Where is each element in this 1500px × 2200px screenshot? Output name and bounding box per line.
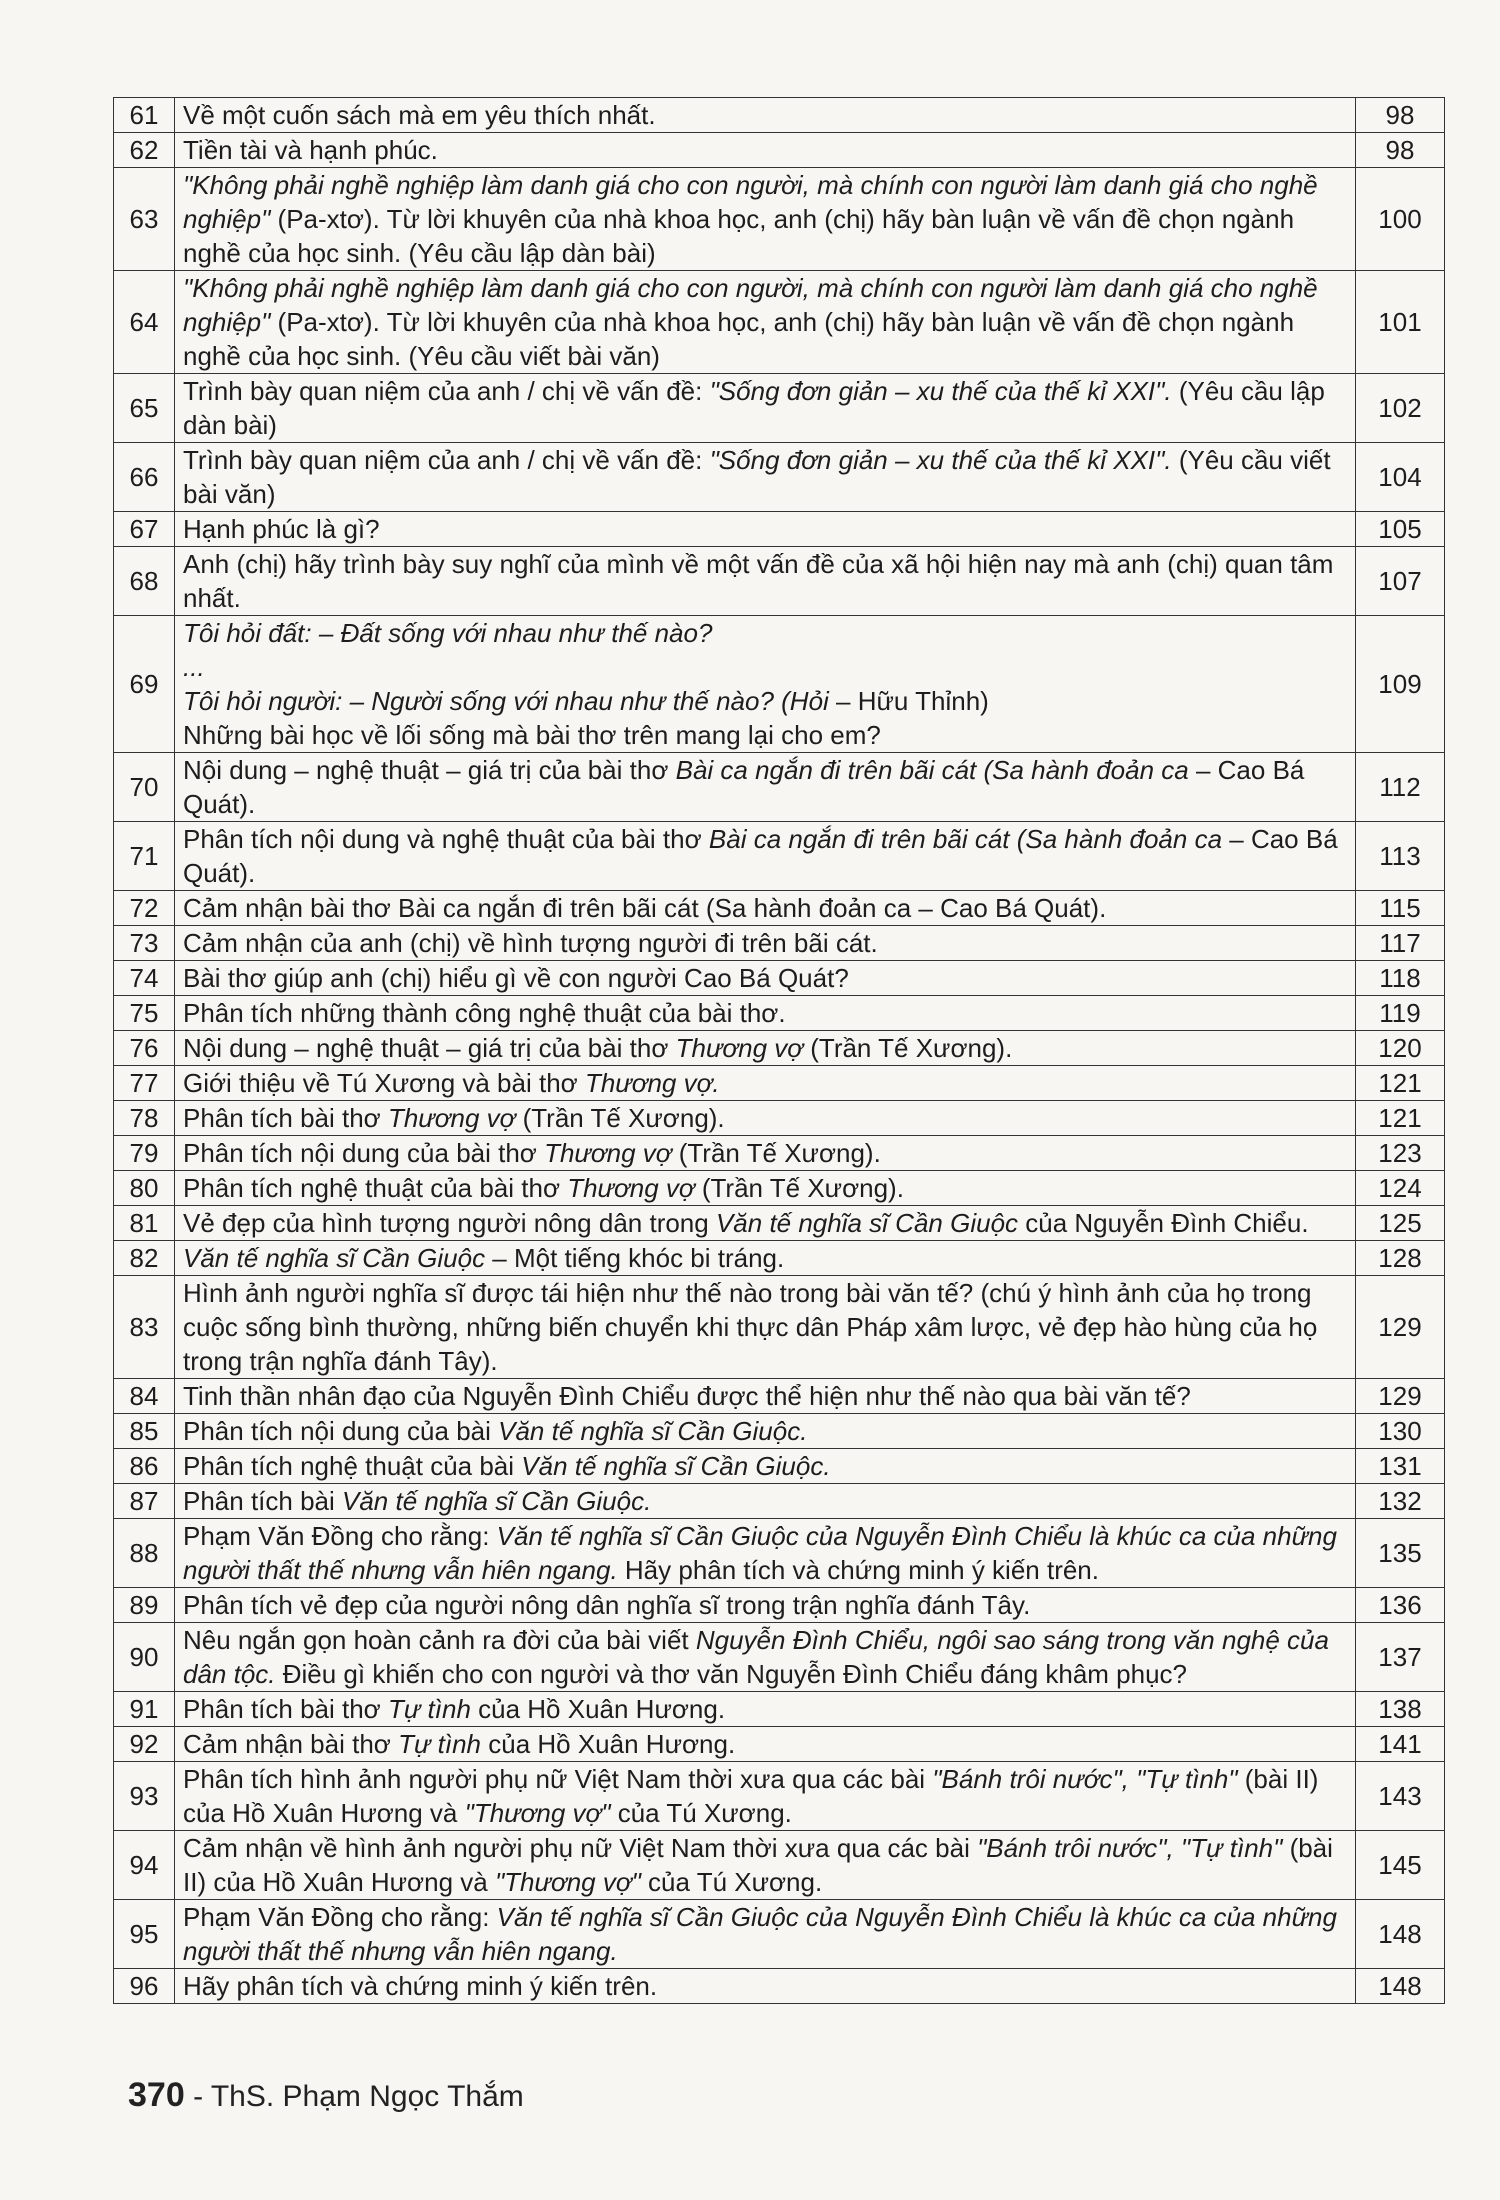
table-row xyxy=(114,1101,1445,1136)
title-fragment: "Thương vợ" xyxy=(494,1867,641,1897)
item-page-number: 119 xyxy=(1356,996,1445,1031)
title-fragment: Hãy phân tích và chứng minh ý kiến trên. xyxy=(183,1971,658,2001)
item-number: 66 xyxy=(114,443,175,512)
table-row xyxy=(114,1692,1445,1727)
table-row xyxy=(114,98,1445,133)
table-row xyxy=(114,512,1445,547)
item-number: 80 xyxy=(114,1171,175,1206)
item-title xyxy=(175,1449,1356,1484)
item-title xyxy=(175,133,1356,168)
item-title xyxy=(175,1900,1356,1969)
item-title xyxy=(175,271,1356,374)
item-page-number: 100 xyxy=(1356,168,1445,271)
title-fragment: Phân tích bài xyxy=(183,1486,342,1516)
page-footer xyxy=(128,2076,524,2115)
item-title xyxy=(175,996,1356,1031)
table-row xyxy=(114,1379,1445,1414)
title-fragment: – Cao Bá Quát). xyxy=(183,824,1338,888)
title-fragment: Nội dung – nghệ thuật – giá trị của bài thơ xyxy=(183,755,676,785)
item-number: 77 xyxy=(114,1066,175,1101)
item-title xyxy=(175,1969,1356,2004)
title-fragment: "Bánh trôi nước", "Tự tình" xyxy=(977,1833,1283,1863)
title-line xyxy=(183,650,1347,684)
table-row xyxy=(114,374,1445,443)
title-fragment: (Trần Tế Xương). xyxy=(694,1173,904,1203)
author-credit: - ThS. Phạm Ngọc Thắm xyxy=(184,2080,524,2113)
title-fragment: Nêu ngắn gọn hoàn cảnh ra đời của bài viết xyxy=(183,1625,696,1655)
item-page-number: 121 xyxy=(1356,1066,1445,1101)
table-row xyxy=(114,616,1445,753)
title-fragment: của Tú Xương. xyxy=(610,1798,792,1828)
title-fragment: Tiền tài và hạnh phúc. xyxy=(183,135,438,165)
title-line xyxy=(183,616,1347,650)
item-title xyxy=(175,1588,1356,1623)
title-fragment: Tinh thần nhân đạo của Nguyễn Đình Chiểu được thể hiện như thế nào qua bài văn tế? xyxy=(183,1381,1191,1411)
table-row xyxy=(114,1831,1445,1900)
title-fragment: Tôi hỏi người: – Người sống với nhau như thế nào? (Hỏi xyxy=(183,686,829,716)
item-title xyxy=(175,1101,1356,1136)
item-page-number: 132 xyxy=(1356,1484,1445,1519)
item-title xyxy=(175,753,1356,822)
item-page-number: 113 xyxy=(1356,822,1445,891)
item-title xyxy=(175,1171,1356,1206)
title-fragment: "Không phải nghề nghiệp làm danh giá cho con người, mà chính con người làm danh giá cho nghề nghiệp" xyxy=(183,273,1318,337)
table-row xyxy=(114,961,1445,996)
item-title xyxy=(175,1379,1356,1414)
item-number: 76 xyxy=(114,1031,175,1066)
title-fragment: Phân tích nội dung và nghệ thuật của bài thơ xyxy=(183,824,709,854)
item-page-number: 101 xyxy=(1356,271,1445,374)
table-row xyxy=(114,926,1445,961)
item-page-number: 131 xyxy=(1356,1449,1445,1484)
item-number: 75 xyxy=(114,996,175,1031)
item-number: 70 xyxy=(114,753,175,822)
item-page-number: 148 xyxy=(1356,1969,1445,2004)
item-number: 81 xyxy=(114,1206,175,1241)
item-number: 62 xyxy=(114,133,175,168)
item-title xyxy=(175,926,1356,961)
table-row xyxy=(114,1206,1445,1241)
table-row xyxy=(114,891,1445,926)
item-number: 89 xyxy=(114,1588,175,1623)
item-number: 83 xyxy=(114,1276,175,1379)
title-fragment: của Hồ Xuân Hương. xyxy=(481,1729,736,1759)
title-fragment: (Pa-xtơ). Từ lời khuyên của nhà khoa học, anh (chị) hãy bàn luận về vấn đề chọn ngành nghề của học sinh. (Yêu cầu lập dàn bài) xyxy=(183,204,1295,268)
item-title xyxy=(175,168,1356,271)
title-fragment: Bài thơ giúp anh (chị) hiểu gì về con người Cao Bá Quát? xyxy=(183,963,849,993)
title-fragment: Nội dung – nghệ thuật – giá trị của bài thơ xyxy=(183,1033,676,1063)
item-page-number: 105 xyxy=(1356,512,1445,547)
table-row xyxy=(114,443,1445,512)
item-number: 72 xyxy=(114,891,175,926)
title-fragment: Bài ca ngắn đi trên bãi cát (Sa hành đoản ca xyxy=(708,824,1223,854)
title-fragment: Văn tế nghĩa sĩ Cần Giuộc. xyxy=(498,1416,808,1446)
title-fragment: Phạm Văn Đồng cho rằng: xyxy=(183,1521,497,1551)
title-fragment: (Trần Tế Xương). xyxy=(803,1033,1013,1063)
table-row xyxy=(114,1066,1445,1101)
item-page-number: 121 xyxy=(1356,1101,1445,1136)
item-number: 64 xyxy=(114,271,175,374)
title-fragment: Phân tích nghệ thuật của bài xyxy=(183,1451,522,1481)
title-fragment: Văn tế nghĩa sĩ Cần Giuộc. xyxy=(342,1486,652,1516)
item-page-number: 109 xyxy=(1356,616,1445,753)
title-fragment: Phân tích nội dung của bài xyxy=(183,1416,499,1446)
table-row xyxy=(114,1414,1445,1449)
item-title xyxy=(175,1241,1356,1276)
title-fragment: – Một tiếng khóc bi tráng. xyxy=(485,1243,785,1273)
title-fragment: (Pa-xtơ). Từ lời khuyên của nhà khoa học, anh (chị) hãy bàn luận về vấn đề chọn ngành nghề của học sinh. (Yêu cầu viết bài văn) xyxy=(183,307,1295,371)
title-fragment: Thương vợ. xyxy=(584,1068,720,1098)
table-row xyxy=(114,996,1445,1031)
title-fragment: – Hữu Thỉnh) xyxy=(828,686,989,716)
table-row xyxy=(114,1519,1445,1588)
item-title xyxy=(175,1414,1356,1449)
item-number: 63 xyxy=(114,168,175,271)
title-fragment: Hình ảnh người nghĩa sĩ được tái hiện như thế nào trong bài văn tế? (chú ý hình ảnh của họ trong cuộc sống bình thường, những biến chuyển khi thực dân Pháp xâm lược, vẻ đẹp hào hùng của họ trong trận nghĩa đánh Tây). xyxy=(183,1278,1318,1376)
item-title xyxy=(175,1484,1356,1519)
title-fragment: Giới thiệu về Tú Xương và bài thơ xyxy=(183,1068,585,1098)
title-fragment: Phân tích những thành công nghệ thuật của bài thơ. xyxy=(183,998,786,1028)
title-fragment: Cảm nhận bài thơ Bài ca ngắn đi trên bãi cát (Sa hành đoản ca – Cao Bá Quát). xyxy=(183,893,1107,923)
title-fragment: (bài II) của Hồ Xuân Hương và xyxy=(183,1764,1319,1828)
item-title xyxy=(175,1623,1356,1692)
item-page-number: 136 xyxy=(1356,1588,1445,1623)
item-page-number: 135 xyxy=(1356,1519,1445,1588)
item-number: 87 xyxy=(114,1484,175,1519)
title-fragment: Văn tế nghĩa sĩ Cần Giuộc của Nguyễn Đình Chiểu là khúc ca của những người thất thế nhưng vẫn hiên ngang. xyxy=(183,1902,1337,1966)
title-fragment: Văn tế nghĩa sĩ Cần Giuộc của Nguyễn Đình Chiểu là khúc ca của những người thất thế nhưng vẫn hiên ngang. xyxy=(183,1521,1337,1585)
title-fragment: (Yêu cầu lập dàn bài) xyxy=(183,376,1325,440)
item-page-number: 98 xyxy=(1356,98,1445,133)
title-fragment: Văn tế nghĩa sĩ Cần Giuộc xyxy=(183,1243,486,1273)
item-title xyxy=(175,374,1356,443)
title-fragment: (Trần Tế Xương). xyxy=(671,1138,881,1168)
title-fragment: – Cao Bá Quát). xyxy=(183,755,1305,819)
toc-body xyxy=(114,98,1445,2004)
item-title xyxy=(175,616,1356,753)
title-fragment: Trình bày quan niệm của anh / chị về vấn đề: xyxy=(183,376,710,406)
table-row xyxy=(114,1969,1445,2004)
item-page-number: 120 xyxy=(1356,1031,1445,1066)
item-title xyxy=(175,961,1356,996)
item-page-number: 118 xyxy=(1356,961,1445,996)
item-title xyxy=(175,822,1356,891)
item-number: 93 xyxy=(114,1762,175,1831)
title-fragment: Trình bày quan niệm của anh / chị về vấn đề: xyxy=(183,445,710,475)
title-fragment: Tự tình xyxy=(398,1729,482,1759)
title-fragment: Văn tế nghĩa sĩ Cần Giuộc xyxy=(715,1208,1019,1238)
item-title xyxy=(175,1136,1356,1171)
title-fragment: Về một cuốn sách mà em yêu thích nhất. xyxy=(183,100,656,130)
title-line xyxy=(183,718,1347,752)
item-number: 82 xyxy=(114,1241,175,1276)
table-row xyxy=(114,1449,1445,1484)
item-page-number: 129 xyxy=(1356,1379,1445,1414)
title-fragment: Phân tích nội dung của bài thơ xyxy=(183,1138,545,1168)
title-fragment: Phân tích bài thơ xyxy=(183,1694,388,1724)
item-title xyxy=(175,1762,1356,1831)
item-title xyxy=(175,98,1356,133)
table-row xyxy=(114,753,1445,822)
title-fragment: Anh (chị) hãy trình bày suy nghĩ của mình về một vấn đề của xã hội hiện nay mà anh (chị) quan tâm nhất. xyxy=(183,549,1334,613)
item-page-number: 117 xyxy=(1356,926,1445,961)
item-page-number: 141 xyxy=(1356,1727,1445,1762)
item-page-number: 148 xyxy=(1356,1900,1445,1969)
title-fragment: "Sống đơn giản – xu thế của thế kỉ XXI". xyxy=(709,445,1172,475)
title-fragment: Thương vợ xyxy=(567,1173,695,1203)
item-number: 84 xyxy=(114,1379,175,1414)
item-title xyxy=(175,891,1356,926)
item-number: 65 xyxy=(114,374,175,443)
title-fragment: Bài ca ngắn đi trên bãi cát (Sa hành đoản ca xyxy=(675,755,1189,785)
table-row xyxy=(114,1031,1445,1066)
item-title xyxy=(175,443,1356,512)
item-number: 71 xyxy=(114,822,175,891)
item-page-number: 145 xyxy=(1356,1831,1445,1900)
title-fragment: Cảm nhận của anh (chị) về hình tượng người đi trên bãi cát. xyxy=(183,928,878,958)
item-number: 94 xyxy=(114,1831,175,1900)
item-page-number: 123 xyxy=(1356,1136,1445,1171)
table-row xyxy=(114,1241,1445,1276)
title-line xyxy=(183,684,1347,718)
table-row xyxy=(114,822,1445,891)
title-fragment: "Thương vợ" xyxy=(464,1798,611,1828)
title-fragment: Phân tích nghệ thuật của bài thơ xyxy=(183,1173,568,1203)
item-title xyxy=(175,1692,1356,1727)
table-row xyxy=(114,1136,1445,1171)
title-fragment: "Bánh trôi nước", "Tự tình" xyxy=(932,1764,1238,1794)
item-number: 78 xyxy=(114,1101,175,1136)
item-page-number: 107 xyxy=(1356,547,1445,616)
item-number: 90 xyxy=(114,1623,175,1692)
title-fragment: Điều gì khiến cho con người và thơ văn Nguyễn Đình Chiểu đáng khâm phục? xyxy=(275,1659,1188,1689)
title-fragment: "Không phải nghề nghiệp làm danh giá cho con người, mà chính con người làm danh giá cho nghề nghiệp" xyxy=(183,170,1318,234)
item-number: 88 xyxy=(114,1519,175,1588)
item-title xyxy=(175,1276,1356,1379)
item-number: 73 xyxy=(114,926,175,961)
item-number: 85 xyxy=(114,1414,175,1449)
title-fragment: Thương vợ xyxy=(675,1033,804,1063)
item-page-number: 125 xyxy=(1356,1206,1445,1241)
title-fragment: Phân tích bài thơ xyxy=(183,1103,388,1133)
item-number: 86 xyxy=(114,1449,175,1484)
item-page-number: 137 xyxy=(1356,1623,1445,1692)
table-row xyxy=(114,168,1445,271)
title-fragment: của Nguyễn Đình Chiểu. xyxy=(1018,1208,1309,1238)
title-fragment: Vẻ đẹp của hình tượng người nông dân trong xyxy=(183,1208,716,1238)
title-fragment: Phân tích hình ảnh người phụ nữ Việt Nam thời xưa qua các bài xyxy=(183,1764,933,1794)
table-row xyxy=(114,1762,1445,1831)
item-title xyxy=(175,1831,1356,1900)
title-fragment: Cảm nhận bài thơ xyxy=(183,1729,399,1759)
item-page-number: 112 xyxy=(1356,753,1445,822)
item-number: 68 xyxy=(114,547,175,616)
title-fragment: Hãy phân tích và chứng minh ý kiến trên. xyxy=(617,1555,1099,1585)
item-title xyxy=(175,512,1356,547)
item-number: 67 xyxy=(114,512,175,547)
table-row xyxy=(114,133,1445,168)
item-page-number: 128 xyxy=(1356,1241,1445,1276)
title-fragment: Tôi hỏi đất: – Đất sống với nhau như thế nào? xyxy=(183,618,713,648)
table-row xyxy=(114,547,1445,616)
item-number: 95 xyxy=(114,1900,175,1969)
item-number: 92 xyxy=(114,1727,175,1762)
table-of-contents xyxy=(113,97,1445,2004)
item-title xyxy=(175,1727,1356,1762)
title-fragment: "Sống đơn giản – xu thế của thế kỉ XXI". xyxy=(709,376,1172,406)
title-fragment: của Tú Xương. xyxy=(640,1867,823,1897)
title-fragment: của Hồ Xuân Hương. xyxy=(470,1694,726,1724)
item-page-number: 124 xyxy=(1356,1171,1445,1206)
item-number: 91 xyxy=(114,1692,175,1727)
page-number: 370 xyxy=(128,2076,185,2114)
table-row xyxy=(114,1276,1445,1379)
item-title xyxy=(175,1206,1356,1241)
title-fragment: Thương vợ xyxy=(544,1138,672,1168)
item-number: 79 xyxy=(114,1136,175,1171)
item-number: 69 xyxy=(114,616,175,753)
item-page-number: 129 xyxy=(1356,1276,1445,1379)
table-row xyxy=(114,1484,1445,1519)
title-fragment: Phân tích vẻ đẹp của người nông dân nghĩa sĩ trong trận nghĩa đánh Tây. xyxy=(183,1590,1031,1620)
item-page-number: 143 xyxy=(1356,1762,1445,1831)
title-fragment: Nguyễn Đình Chiểu, ngôi sao sáng trong văn nghệ của dân tộc. xyxy=(183,1625,1329,1689)
title-fragment: (bài II) của Hồ Xuân Hương và xyxy=(183,1833,1333,1897)
title-fragment: (Yêu cầu viết bài văn) xyxy=(183,445,1331,509)
table-row xyxy=(114,1588,1445,1623)
item-number: 96 xyxy=(114,1969,175,2004)
item-title xyxy=(175,1031,1356,1066)
title-fragment: Cảm nhận về hình ảnh người phụ nữ Việt Nam thời xưa qua các bài xyxy=(183,1833,978,1863)
item-page-number: 104 xyxy=(1356,443,1445,512)
title-fragment: Phạm Văn Đồng cho rằng: xyxy=(183,1902,497,1932)
item-page-number: 102 xyxy=(1356,374,1445,443)
title-fragment: Văn tế nghĩa sĩ Cần Giuộc. xyxy=(521,1451,831,1481)
item-title xyxy=(175,547,1356,616)
item-page-number: 115 xyxy=(1356,891,1445,926)
table-row xyxy=(114,1727,1445,1762)
item-number: 74 xyxy=(114,961,175,996)
item-page-number: 138 xyxy=(1356,1692,1445,1727)
table-row xyxy=(114,271,1445,374)
title-fragment: Những bài học về lối sống mà bài thơ trên mang lại cho em? xyxy=(183,720,881,750)
item-number: 61 xyxy=(114,98,175,133)
title-fragment: ... xyxy=(183,652,205,682)
title-fragment: Thương vợ xyxy=(387,1103,516,1133)
title-fragment: Hạnh phúc là gì? xyxy=(183,514,380,544)
item-title xyxy=(175,1066,1356,1101)
title-fragment: (Trần Tế Xương). xyxy=(515,1103,725,1133)
item-title xyxy=(175,1519,1356,1588)
title-fragment: Tự tình xyxy=(387,1694,471,1724)
table-row xyxy=(114,1900,1445,1969)
table-row xyxy=(114,1171,1445,1206)
item-page-number: 130 xyxy=(1356,1414,1445,1449)
table-row xyxy=(114,1623,1445,1692)
toc-table xyxy=(113,97,1445,2004)
item-page-number: 98 xyxy=(1356,133,1445,168)
